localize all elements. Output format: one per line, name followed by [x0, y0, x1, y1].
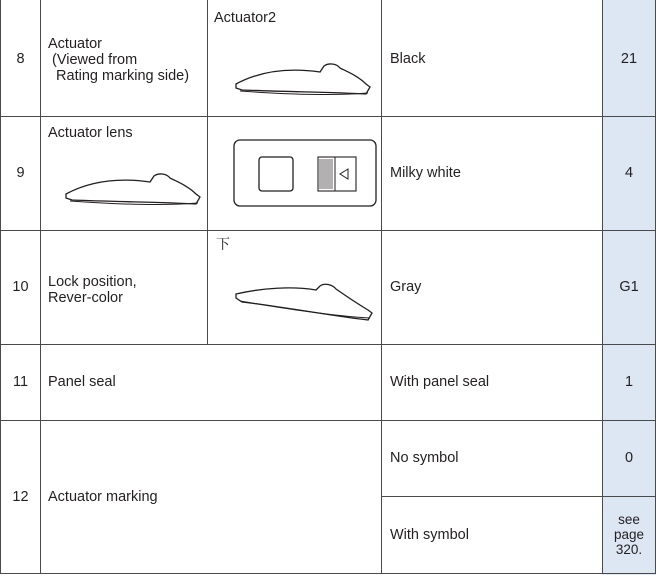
row-8-code: 21 — [602, 2, 656, 116]
row-8-item — [48, 36, 208, 84]
rule-row-11-bottom — [0, 420, 656, 421]
row-10-figure-label: 下 — [216, 236, 230, 252]
row-10-color: Gray — [390, 279, 422, 295]
see-page-line-2: page — [613, 527, 645, 542]
see-page-line-1: see — [618, 512, 640, 527]
row-12-item: Actuator marking — [48, 488, 158, 505]
row-8-color: Black — [390, 51, 426, 67]
row-8-number: 8 — [16, 51, 25, 67]
row-10-item — [48, 274, 208, 306]
rule-row-8-bottom — [0, 116, 656, 117]
row-9-item — [48, 125, 208, 141]
rule-table-bottom — [0, 573, 656, 574]
row-11-color: With panel seal — [390, 374, 490, 390]
row-12-number: 12 — [12, 488, 29, 505]
row-8-item-line-3: Rating marking side) — [48, 68, 190, 84]
row-8-item-line-1: Actuator — [48, 36, 102, 52]
row-10-item-line-1: Lock position, — [48, 274, 137, 290]
rule-left-edge — [0, 0, 1, 574]
row-8-item-line-2: (Viewed from — [48, 52, 138, 68]
actuator2-profile-drawing — [232, 60, 372, 100]
rule-row-12-option-divider — [381, 496, 656, 497]
row-9-number: 9 — [16, 165, 25, 181]
see-page-line-3: 320. — [615, 542, 643, 557]
row-9-color: Milky white — [390, 165, 461, 181]
row-10-item-line-2: Rever-color — [48, 290, 123, 306]
rule-row-10-bottom — [0, 344, 656, 345]
rule-after-number — [40, 0, 41, 574]
row-9-item-line-1: Actuator lens — [48, 125, 133, 141]
row-12-option-no-symbol-code: 0 — [602, 420, 656, 496]
row-11-number: 11 — [12, 374, 29, 390]
row-10-code: G1 — [602, 230, 656, 344]
lock-position-profile-drawing — [232, 280, 374, 322]
row-12-option-no-symbol: No symbol — [390, 450, 459, 466]
row-12-option-with-symbol-code — [602, 496, 656, 573]
rule-row-9-bottom — [0, 230, 656, 231]
rule-before-code — [602, 0, 603, 574]
actuator-lens-profile-drawing — [62, 170, 202, 210]
rule-figure-column — [207, 0, 208, 344]
row-11-item: Panel seal — [48, 374, 116, 390]
row-9-code: 4 — [602, 116, 656, 230]
row-10-number: 10 — [12, 279, 29, 295]
actuator-lens-front-drawing — [232, 138, 378, 208]
row-8-figure-label: Actuator2 — [214, 10, 277, 26]
rule-before-color — [381, 0, 382, 574]
row-11-code: 1 — [602, 344, 656, 420]
row-12-option-with-symbol: With symbol — [390, 526, 469, 543]
